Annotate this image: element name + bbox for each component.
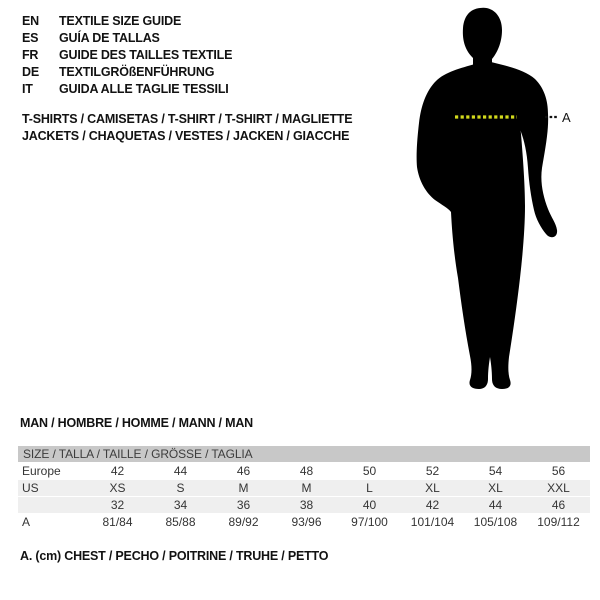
size-cell: 101/104 bbox=[410, 515, 455, 529]
row-label: Europe bbox=[22, 464, 61, 478]
size-cell: 50 bbox=[362, 464, 377, 478]
man-body bbox=[417, 64, 525, 389]
language-row bbox=[22, 80, 232, 97]
section-title-man: MAN / HOMBRE / HOMME / MANN / MAN bbox=[20, 416, 253, 430]
garment-category-list bbox=[22, 111, 352, 145]
language-title-list bbox=[22, 12, 232, 97]
man-silhouette-svg bbox=[395, 0, 600, 400]
language-code: EN bbox=[22, 13, 39, 28]
category-line-jackets: JACKETS / CHAQUETAS / VESTES / JACKEN / GIACCHE bbox=[22, 129, 350, 143]
size-cell: 97/100 bbox=[351, 515, 388, 529]
size-cell: 48 bbox=[299, 464, 314, 478]
table-row-europe bbox=[18, 463, 590, 479]
language-row bbox=[22, 46, 232, 63]
language-label: GUIDE DES TAILLES TEXTILE bbox=[59, 47, 233, 62]
size-cell: S bbox=[176, 481, 185, 495]
size-cell: 56 bbox=[551, 464, 566, 478]
size-table bbox=[18, 446, 590, 531]
man-figure bbox=[395, 0, 600, 400]
language-row bbox=[22, 63, 232, 80]
language-code: FR bbox=[22, 47, 39, 62]
size-cell: XS bbox=[109, 481, 126, 495]
language-code: DE bbox=[22, 64, 39, 79]
language-label: TEXTILGRÖßENFÜHRUNG bbox=[59, 64, 215, 79]
size-cell: 93/96 bbox=[291, 515, 322, 529]
size-cell: 34 bbox=[173, 498, 188, 512]
table-header: SIZE / TALLA / TAILLE / GRÖSSE / TAGLIA bbox=[18, 446, 590, 462]
size-cell: 44 bbox=[173, 464, 188, 478]
footnote-chest-measure: A. (cm) CHEST / PECHO / POITRINE / TRUHE / PETTO bbox=[20, 549, 329, 563]
language-label: TEXTILE SIZE GUIDE bbox=[59, 13, 182, 28]
size-cell: 42 bbox=[110, 464, 125, 478]
language-label: GUIDA ALLE TAGLIE TESSILI bbox=[59, 81, 229, 96]
row-label: US bbox=[22, 481, 39, 495]
size-cell: XL bbox=[425, 481, 440, 495]
size-cell: 85/88 bbox=[165, 515, 196, 529]
language-label: GUÍA DE TALLAS bbox=[59, 30, 160, 45]
size-cell: XXL bbox=[547, 481, 570, 495]
size-cell: 46 bbox=[551, 498, 566, 512]
size-cell: XL bbox=[488, 481, 503, 495]
table-row-us bbox=[18, 480, 590, 496]
size-cell: 81/84 bbox=[102, 515, 133, 529]
language-row bbox=[22, 12, 232, 29]
language-row bbox=[22, 29, 232, 46]
language-code: IT bbox=[22, 81, 33, 96]
size-cell: M bbox=[301, 481, 312, 495]
size-cell: L bbox=[366, 481, 373, 495]
size-cell: 32 bbox=[110, 498, 125, 512]
size-cell: 44 bbox=[488, 498, 503, 512]
size-cell: 40 bbox=[362, 498, 377, 512]
size-cell: 42 bbox=[425, 498, 440, 512]
size-cell: 54 bbox=[488, 464, 503, 478]
size-cell: 52 bbox=[425, 464, 440, 478]
size-cell: 105/108 bbox=[473, 515, 518, 529]
category-line-tshirts: T-SHIRTS / CAMISETAS / T-SHIRT / T-SHIRT / MAGLIETTE bbox=[22, 112, 353, 126]
table-row-chest-cm bbox=[18, 514, 590, 530]
row-label: A bbox=[22, 515, 31, 529]
size-cell: 109/112 bbox=[537, 515, 580, 529]
table-row-numeric bbox=[18, 497, 590, 513]
size-cell: 89/92 bbox=[228, 515, 259, 529]
man-head bbox=[463, 8, 502, 70]
size-cell: 36 bbox=[236, 498, 251, 512]
language-code: ES bbox=[22, 30, 39, 45]
size-cell: 46 bbox=[236, 464, 251, 478]
measure-label-a: A bbox=[562, 110, 571, 125]
row-label bbox=[18, 497, 86, 513]
size-cell: 38 bbox=[299, 498, 314, 512]
size-cell: M bbox=[238, 481, 249, 495]
